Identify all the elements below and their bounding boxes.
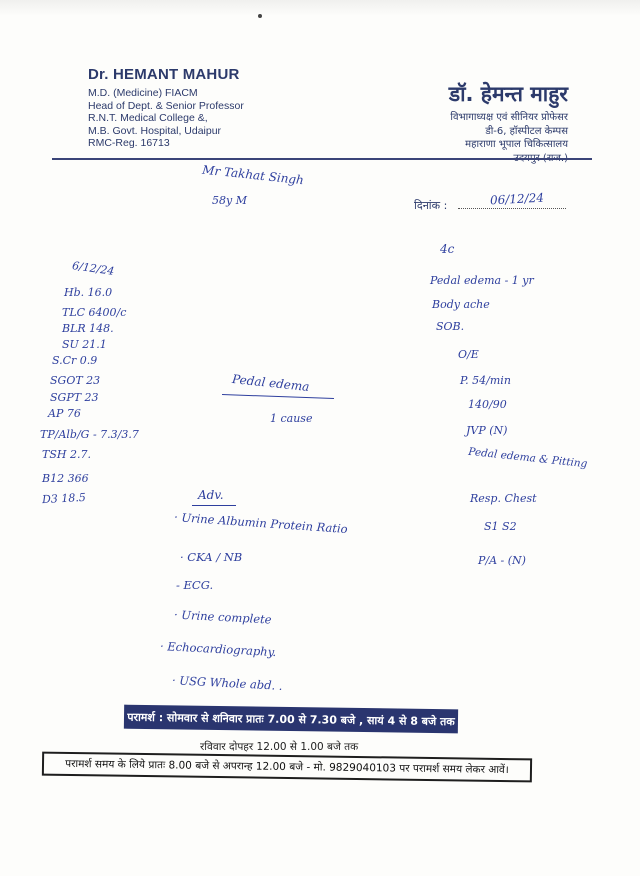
- credential-line-hi: महाराणा भूपाल चिकित्सालय: [465, 139, 568, 150]
- sheet-top-edge: [0, 0, 640, 16]
- complaint-item: 4c: [440, 242, 455, 256]
- credential-line: Head of Dept. & Senior Professor: [88, 99, 244, 112]
- exam-item: Resp. Chest: [470, 492, 537, 505]
- lab-item: SU 21.1: [62, 338, 107, 351]
- advice-item: · Urine Albumin Protein Ratio: [173, 509, 349, 537]
- credential-line-hi: डी-6, हॉस्पीटल केम्पस: [485, 125, 568, 137]
- exam-item: P/A - (N): [478, 554, 526, 567]
- patient-age-sex: 58y M: [212, 194, 247, 207]
- complaint-item: Body ache: [432, 298, 490, 311]
- advice-item: · USG Whole abd. .: [171, 673, 283, 693]
- exam-item: O/E: [458, 348, 479, 361]
- date-line: [458, 208, 566, 209]
- patient-name: Mr Takhat Singh: [201, 162, 305, 188]
- exam-item: P. 54/min: [460, 374, 511, 387]
- credential-line: M.D. (Medicine) FIACM: [88, 87, 198, 99]
- advice-item: · Urine complete: [173, 607, 272, 627]
- complaint-item: SOB.: [436, 320, 465, 333]
- advice-heading: Adv.: [198, 488, 224, 502]
- diagnosis-line: Pedal edema: [231, 371, 311, 395]
- lab-item: SGOT 23: [50, 374, 101, 387]
- doctor-name-hi: डॉ. हेमन्त माहुर: [448, 82, 568, 106]
- advice-item: · Echocardiography.: [159, 638, 277, 660]
- credential-line: M.B. Govt. Hospital, Udaipur: [88, 124, 222, 137]
- lab-item: 6/12/24: [71, 259, 116, 278]
- lab-item: AP 76: [48, 407, 81, 420]
- diagnosis-underline: [222, 394, 334, 399]
- exam-item: Pedal edema & Pitting: [467, 445, 588, 471]
- exam-item: 140/90: [468, 398, 507, 411]
- advice-item: - ECG.: [176, 578, 214, 592]
- sunday-hours: रविवार दोपहर 12.00 से 1.00 बजे तक: [200, 741, 359, 753]
- lab-item: B12 366: [42, 472, 89, 485]
- date-value: 06/12/24: [489, 190, 545, 208]
- lab-item: S.Cr 0.9: [52, 354, 98, 367]
- complaint-item: Pedal edema - 1 yr: [430, 274, 534, 287]
- exam-item: S1 S2: [484, 520, 517, 533]
- lab-item: TP/Alb/G - 7.3/3.7: [40, 428, 139, 441]
- credential-line-hi: विभागाध्यक्ष एवं सीनियर प्रोफेसर: [450, 112, 568, 123]
- lab-item: Hb. 16.0: [64, 286, 113, 299]
- header-divider: [52, 158, 592, 160]
- advice-underline: [192, 505, 236, 506]
- letterhead-hindi: [449, 80, 568, 165]
- credential-line: R.N.T. Medical College &,: [88, 112, 208, 124]
- consultation-hours-banner: परामर्श : सोमवार से शनिवार प्रातः 7.00 से 7.30 बजे , सायं 4 से 8 बजे तक: [124, 705, 458, 734]
- appointment-note: परामर्श समय के लिये प्रातः 8.00 बजे से अपरान्ह 12.00 बजे - मो. 9829040103 पर परामर्श समय लेकर आवें।: [42, 752, 532, 783]
- exam-item: JVP (N): [466, 424, 508, 437]
- doctor-name-en: Dr. HEMANT MAHUR: [88, 66, 240, 83]
- lab-item: SGPT 23: [50, 391, 99, 404]
- punch-hole: [258, 14, 262, 18]
- lab-item: BLR 148.: [62, 322, 114, 335]
- diagnosis-line: 1 cause: [270, 412, 313, 425]
- registration-number: RMC-Reg. 16713: [88, 137, 170, 149]
- lab-item: D3 18.5: [41, 490, 87, 507]
- advice-item: · CKA / NB: [180, 550, 243, 564]
- lab-item: TLC 6400/c: [62, 306, 127, 319]
- lab-item: TSH 2.7.: [42, 448, 91, 461]
- date-label: दिनांक :: [414, 199, 448, 212]
- letterhead-english: [88, 66, 244, 150]
